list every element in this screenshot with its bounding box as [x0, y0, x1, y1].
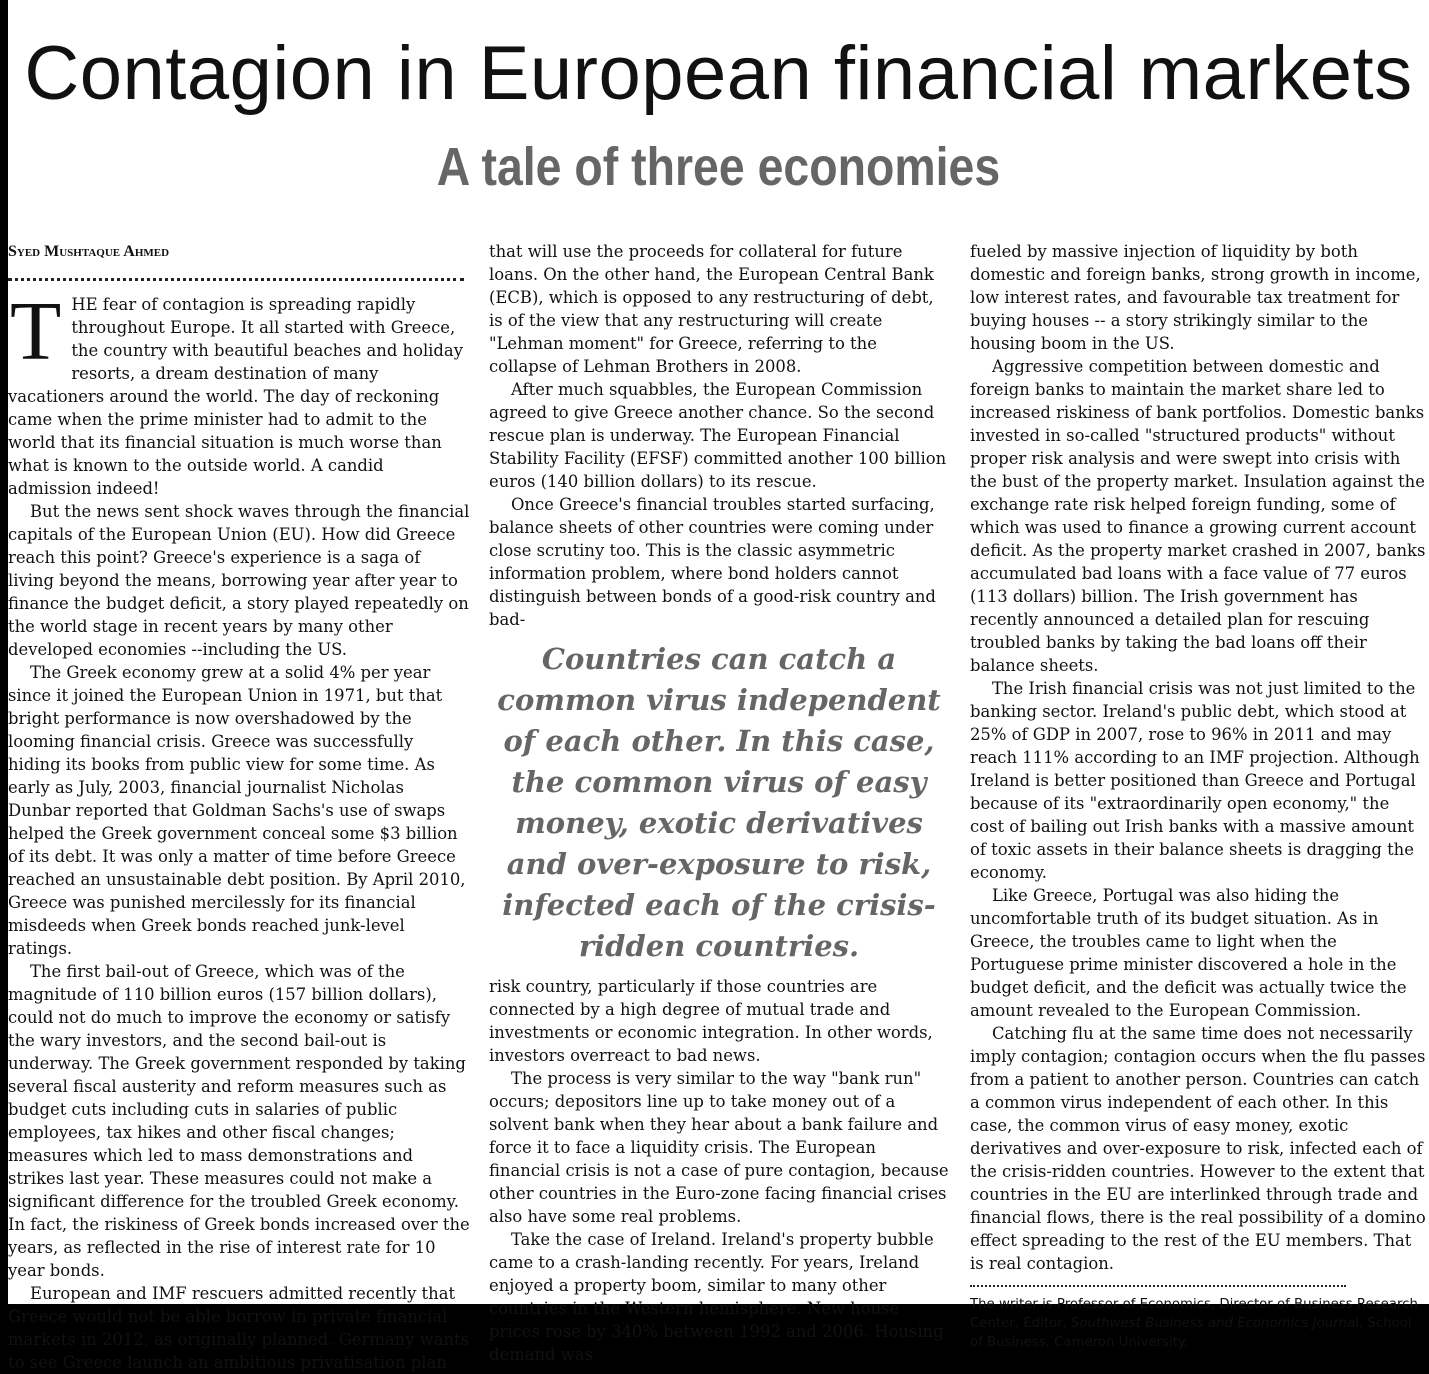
- author-note-tail: l, School of Business, Cameron University.: [970, 1316, 1412, 1350]
- newspaper-page: [8, 0, 1429, 1372]
- paragraph: The process is very similar to the way "bank run" occurs; depositors line up to take money out of a solvent bank when they hear about a bank failure and force it to face a liquidity crisis. The European financial crisis is not a case of pure contagion, because other countries in the Euro-zone facing financial crises also have some real problems.: [489, 1069, 949, 1226]
- headline: Contagion in European financial markets: [24, 31, 1413, 116]
- subheadline: A tale of three economies: [436, 137, 1001, 197]
- byline-divider: [8, 270, 464, 281]
- lead-paragraph-text: HE fear of contagion is spreading rapidly throughout Europe. It all started with Greece, the country with beautiful beaches and holiday resorts, a dream destination of many vacationers around the world. The day of reckoning came when the prime minister had to admit to the world that its financial situation is much worse than what is known to the outside world. A candid admission indeed!: [8, 295, 463, 498]
- pull-quote: Countries can catch a common virus independent of each other. In this case, the common virus of easy money, exotic derivatives and over-exposure to risk, infected each of the crisis-ridden countries.: [497, 642, 941, 963]
- paragraph: The first bail-out of Greece, which was of the magnitude of 110 billion euros (157 billion dollars), could not do much to improve the economy or satisfy the wary investors, and the second bail-out is underway. The Greek government responded by taking several fiscal austerity and reform measures such as budget cuts including cuts in salaries of public employees, tax hikes and other fiscal changes; measures which led to mass demonstrations and strikes last year. These measures could not make a significant difference for the troubled Greek economy. In fact, the riskiness of Greek bonds increased over the years, as reflected in the rise of interest rate for 10 year bonds.: [8, 962, 470, 1280]
- article-column-3: [970, 240, 1428, 1352]
- journal-name: Southwest Business and Economics Journa: [1071, 1316, 1356, 1331]
- paragraph: But the news sent shock waves through the financial capitals of the European Union (EU). How did Greece reach this point? Greece's experience is a saga of living beyond the means, borrowing year after year to finance the budget deficit, a story played repeatedly on the world stage in recent years by many other developed economies --including the US.: [8, 502, 470, 659]
- paragraph: After much squabbles, the European Commission agreed to give Greece another chance. So the second rescue plan is underway. The European Financial Stability Facility (EFSF) committed another 100 billion euros (140 billion dollars) to its rescue.: [489, 380, 947, 491]
- paragraph: risk country, particularly if those countries are connected by a high degree of mutual trade and investments or economic integration. In other words, investors overreact to bad news.: [489, 977, 933, 1065]
- paragraph: Aggressive competition between domestic and foreign banks to maintain the market share led to increased riskiness of bank portfolios. Domestic banks invested in so-called "structured products" without proper risk analysis and were swept into crisis with the bust of the property market. Insulation against the exchange rate risk helped foreign funding, some of which was used to finance a growing current account deficit. As the property market crashed in 2007, banks accumulated bad loans with a face value of 77 euros (113 dollars) billion. The Irish government has recently announced a detailed plan for rescuing troubled banks by taking the bad loans off their balance sheets.: [970, 357, 1426, 675]
- byline: Syed Mushtaque Ahmed: [8, 243, 170, 260]
- paragraph: Once Greece's financial troubles started surfacing, balance sheets of other countries were coming under close scrutiny too. This is the classic asymmetric information problem, where bond holders cannot distinguish between bonds of a good-risk country and bad-: [489, 495, 936, 629]
- paragraph: fueled by massive injection of liquidity by both domestic and foreign banks, strong growth in income, low interest rates, and favourable tax treatment for buying houses -- a story strikingly similar to the housing boom in the US.: [970, 242, 1421, 353]
- paragraph: European and IMF rescuers admitted recently that Greece would not be able borrow in private financial markets in 2012, as originally planned. Germany wants to see Greece launch an ambitious privatisation plan: [8, 1284, 470, 1372]
- paragraph: The Irish financial crisis was not just limited to the banking sector. Ireland's public debt, which stood at 25% of GDP in 2007, rose to 96% in 2011 and may reach 111% according to an IMF projection. Although Ireland is better positioned than Greece and Portugal because of its "extraordinarily open economy," the cost of bailing out Irish banks with a massive amount of toxic assets in their balance sheets is dragging the economy.: [970, 679, 1420, 882]
- article-column-1: [8, 240, 470, 1374]
- paragraph: The Greek economy grew at a solid 4% per year since it joined the European Union in 1971, but that bright performance is now overshadowed by the looming financial crisis. Greece was successfully hiding its books from public view for some time. As early as July, 2003, financial journalist Nicholas Dunbar reported that Goldman Sachs's use of swaps helped the Greek government conceal some $3 billion of its debt. It was only a matter of time before Greece reached an unsustainable debt position. By April 2010, Greece was punished mercilessly for its financial misdeeds when Greek bonds reached junk-level ratings.: [8, 663, 466, 958]
- lead-paragraph: [8, 285, 470, 500]
- paragraph: Catching flu at the same time does not necessarily imply contagion; contagion occurs when the flu passes from a patient to another person. Countries can catch a common virus independent of each other. In this case, the common virus of easy money, exotic derivatives and over-exposure to risk, infected each of the crisis-ridden countries. However to the extent that countries in the EU are interlinked through trade and financial flows, there is the real possibility of a domino effect spreading to the rest of the EU members. That is real contagion.: [970, 1024, 1426, 1273]
- article-end-divider: [970, 1281, 1346, 1287]
- author-note-text: The writer is Professor of Economics, Director of Business Research Center, Editor,: [970, 1297, 1418, 1331]
- paragraph: Like Greece, Portugal was also hiding the uncomfortable truth of its budget situation. As in Greece, the troubles came to light when the Portuguese prime minister discovered a hole in the budget deficit, and the deficit was actually twice the amount revealed to the European Commission.: [970, 886, 1407, 1020]
- paragraph: Take the case of Ireland. Ireland's property bubble came to a crash-landing recently. For years, Ireland enjoyed a property boom, similar to many other countries in the Western hemisphere. New house prices rose by 340% between 1992 and 2006. Housing demand was: [489, 1230, 944, 1364]
- article-column-2: [489, 240, 949, 1366]
- paragraph: that will use the proceeds for collateral for future loans. On the other hand, the European Central Bank (ECB), which is opposed to any restructuring of debt, is of the view that any restructuring will create "Lehman moment" for Greece, referring to the collapse of Lehman Brothers in 2008.: [489, 242, 934, 376]
- drop-cap: T: [10, 285, 62, 378]
- author-note: [970, 1295, 1428, 1352]
